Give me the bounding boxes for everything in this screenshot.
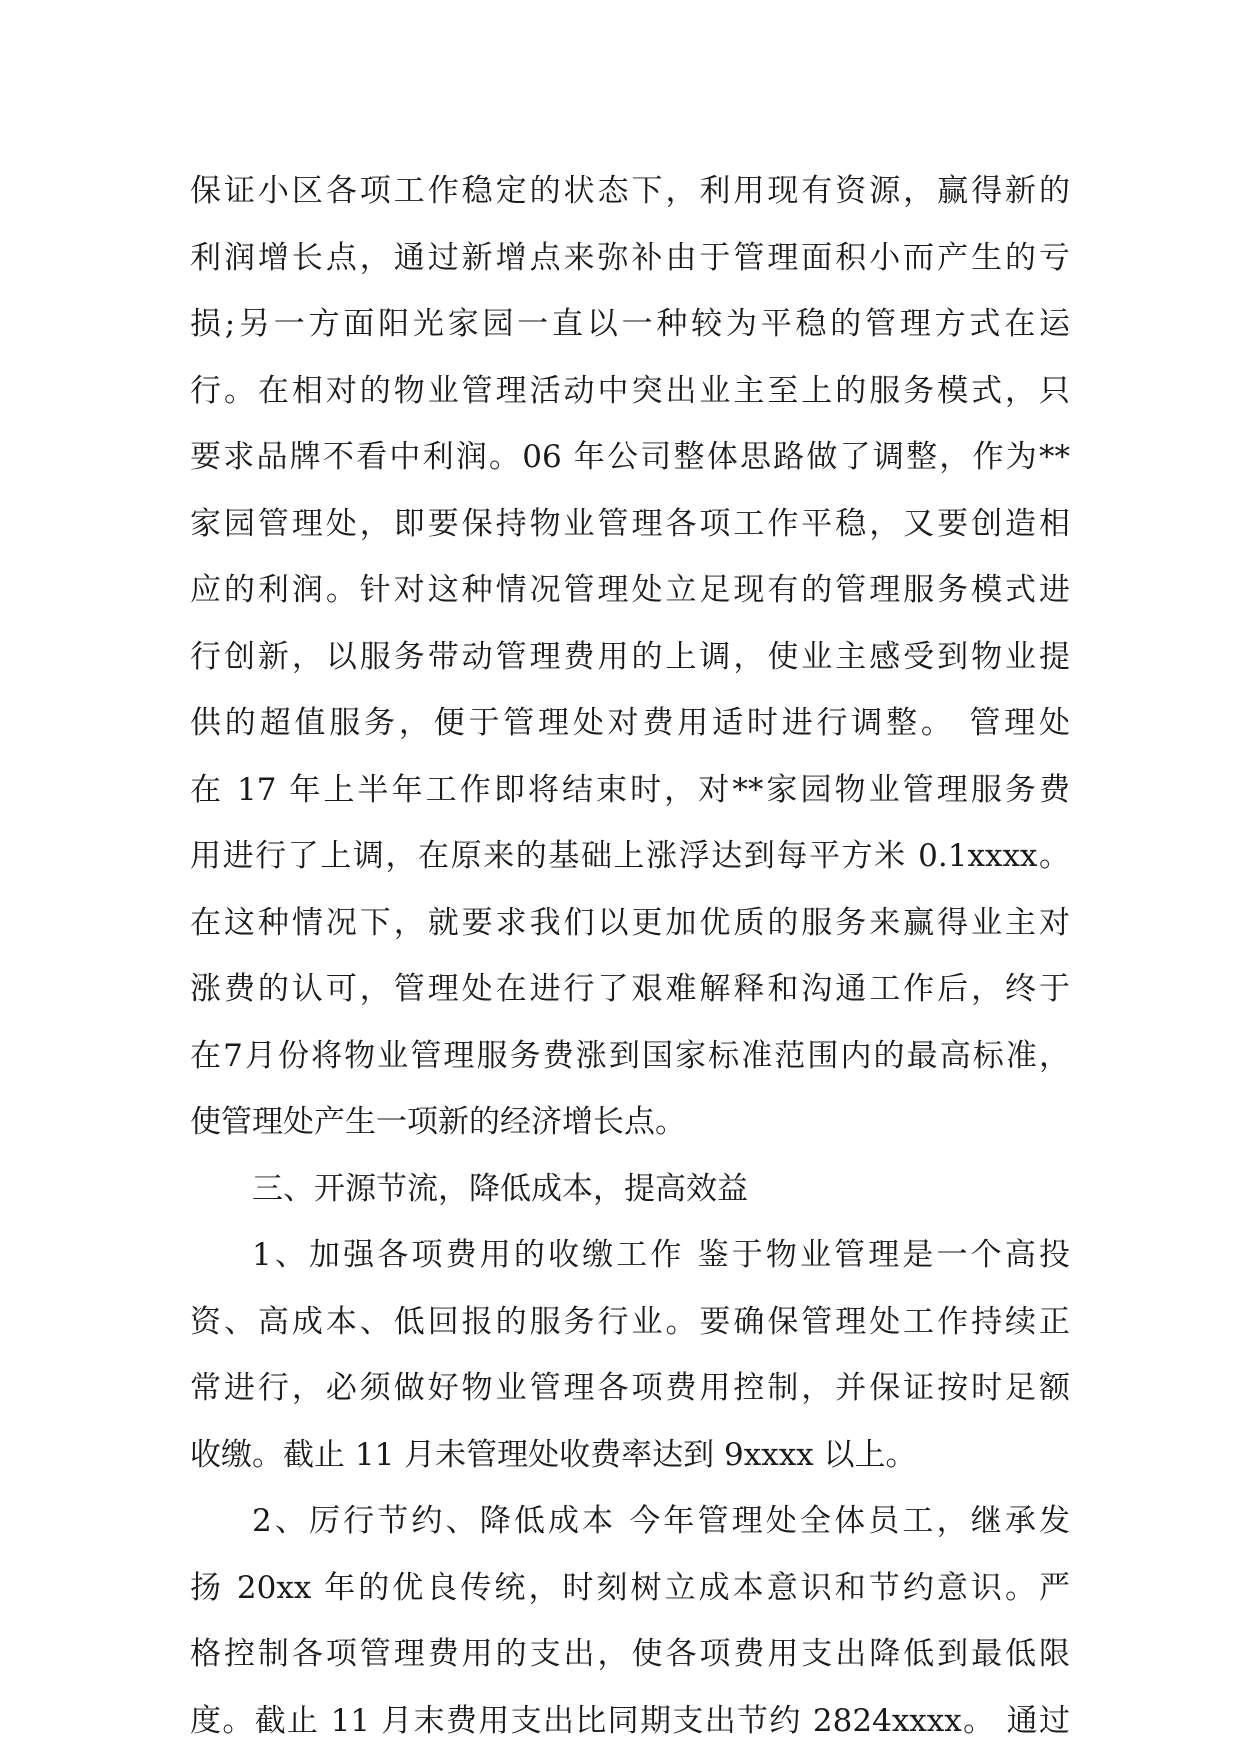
text-line: 应的利润。针对这种情况管理处立足现有的管理服务模式进 bbox=[190, 572, 1070, 608]
text-line: 行。在相对的物业管理活动中突出业主至上的服务模式，只 bbox=[190, 372, 1070, 409]
text-line: 扬 20xx 年的优良传统，时刻树立成本意识和节约意识。严 bbox=[190, 1569, 1070, 1606]
text-line: 损;另一方面阳光家园一直以一种较为平稳的管理方式在运 bbox=[190, 306, 1070, 342]
document-body bbox=[190, 158, 1070, 1754]
text-line: 2、厉行节约、降低成本 今年管理处全体员工，继承发 bbox=[252, 1503, 1070, 1539]
text-line: 要求品牌不看中利润。06 年公司整体思路做了调整，作为** bbox=[190, 439, 1070, 475]
text-line: 使管理处产生一项新的经济增长点。 bbox=[190, 1104, 686, 1140]
text-line: 在7月份将物业管理服务费涨到国家标准范围内的最高标准， bbox=[190, 1037, 1070, 1074]
text-line: 利润增长点，通过新增点来弥补由于管理面积小而产生的亏 bbox=[190, 239, 1070, 276]
text-line: 资、高成本、低回报的服务行业。要确保管理处工作持续正 bbox=[190, 1303, 1070, 1340]
text-line: 收缴。截止 11 月未管理处收费率达到 9xxxx 以上。 bbox=[190, 1436, 917, 1473]
text-line: 在这种情况下，就要求我们以更加优质的服务来赢得业主对 bbox=[190, 904, 1070, 941]
text-line: 涨费的认可，管理处在进行了艰难解释和沟通工作后，终于 bbox=[190, 971, 1070, 1007]
section-heading: 三、开源节流，降低成本，提高效益 bbox=[252, 1170, 748, 1207]
text-line: 常进行，必须做好物业管理各项费用控制，并保证按时足额 bbox=[190, 1370, 1070, 1406]
text-line: 行创新，以服务带动管理费用的上调，使业主感受到物业提 bbox=[190, 638, 1070, 675]
text-line: 供的超值服务，便于管理处对费用适时进行调整。 管理处 bbox=[190, 705, 1070, 741]
text-line: 格控制各项管理费用的支出，使各项费用支出降低到最低限 bbox=[190, 1636, 1070, 1672]
text-line: 在 17 年上半年工作即将结束时，对**家园物业管理服务费 bbox=[190, 771, 1070, 808]
text-line: 用进行了上调，在原来的基础上涨浮达到每平方米 0.1xxxx。 bbox=[190, 838, 1070, 874]
text-line: 保证小区各项工作稳定的状态下，利用现有资源，赢得新的 bbox=[190, 173, 1070, 209]
text-line: 1、加强各项费用的收缴工作 鉴于物业管理是一个高投 bbox=[252, 1237, 1070, 1273]
text-line: 家园管理处，即要保持物业管理各项工作平稳，又要创造相 bbox=[190, 505, 1070, 542]
text-line: 度。截止 11 月末费用支出比同期支出节约 2824xxxx。 通过 bbox=[190, 1702, 1070, 1739]
